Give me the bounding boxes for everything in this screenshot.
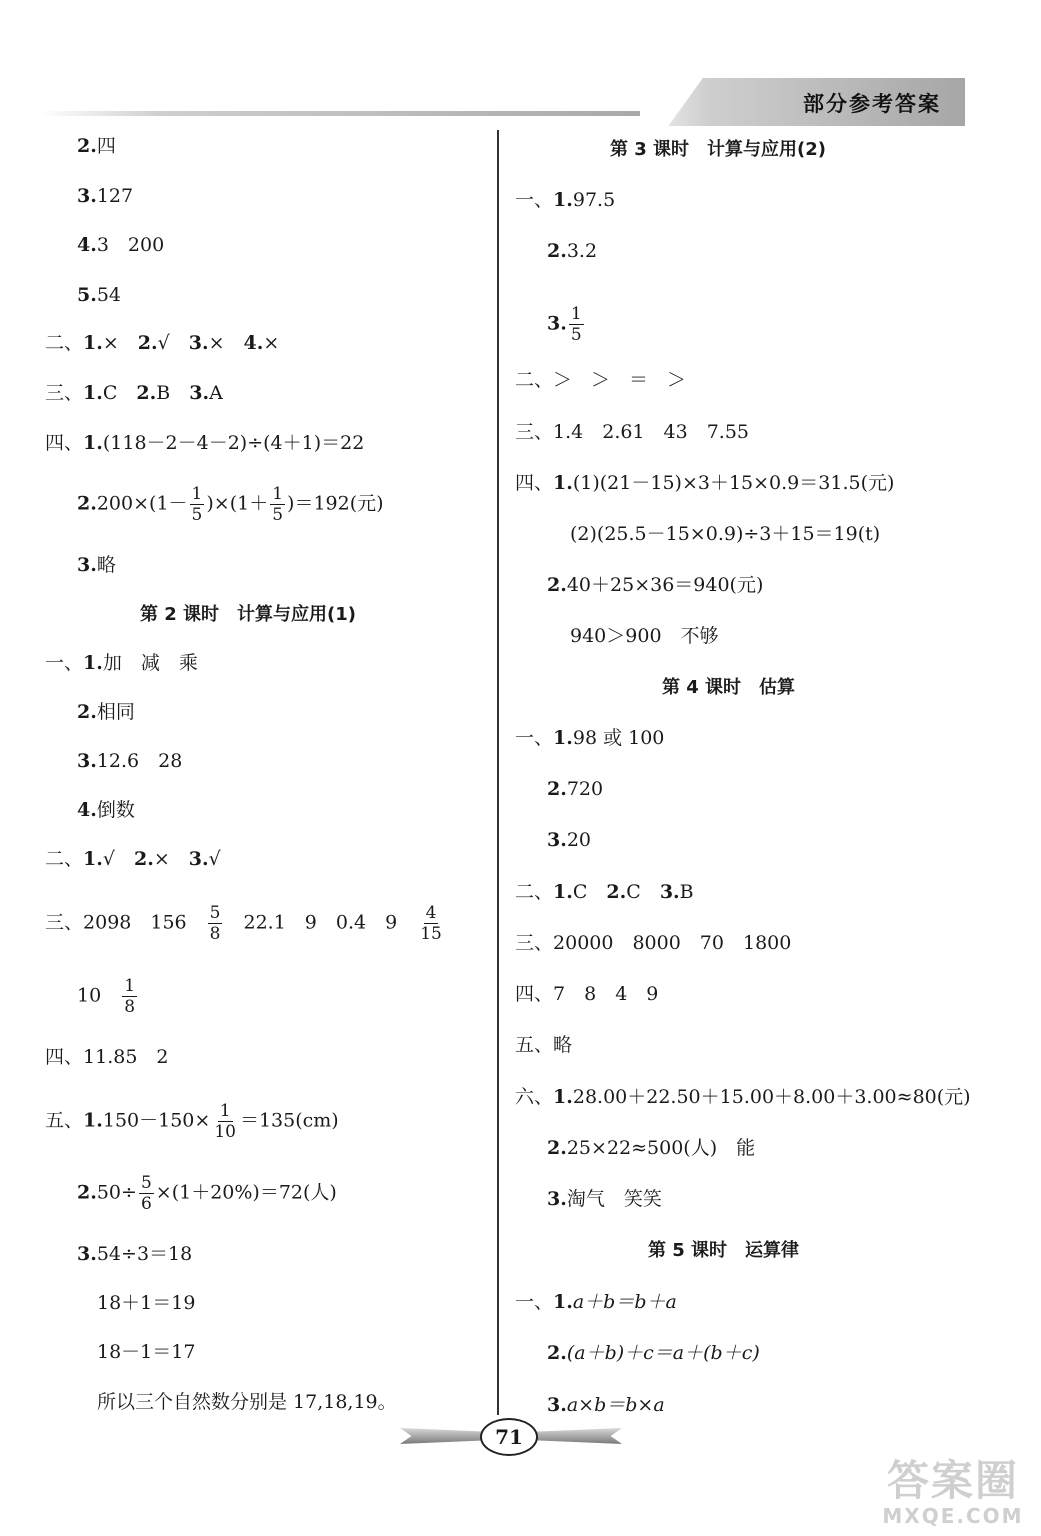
header-title: 部分参考答案 bbox=[803, 92, 941, 116]
answer-line: 3.12.6 28 bbox=[77, 750, 183, 772]
section-heading: 第 4 课时 估算 bbox=[662, 677, 796, 698]
fraction: $\frac{1}{5}$ bbox=[570, 304, 582, 345]
answer-line: 940＞900 不够 bbox=[570, 625, 719, 647]
answer-line: 4.3 200 bbox=[77, 234, 165, 256]
fraction: $\frac{1}{8}$ bbox=[124, 976, 136, 1017]
page-number-ribbon-right bbox=[527, 1428, 622, 1444]
answer-line: 二、1.× 2.√ 3.× 4.× bbox=[45, 332, 280, 354]
fraction: $\frac{1}{10}$ bbox=[214, 1101, 236, 1142]
watermark-logo bbox=[868, 1458, 1038, 1532]
answer-line: 3.a×b＝b×a bbox=[547, 1394, 665, 1416]
answer-line: 五、略 bbox=[515, 1034, 573, 1056]
answer-line: 四、7 8 4 9 bbox=[515, 983, 659, 1005]
answer-line: 三、2098 156 $\frac{5}{8}$ 22.1 9 0.4 9 $\frac{4}{15}$ bbox=[45, 903, 442, 944]
column-divider bbox=[497, 130, 499, 1415]
answer-line: 五、1.150－150× $\frac{1}{10}$ ＝135(cm) bbox=[45, 1101, 339, 1142]
answer-line: 18＋1＝19 bbox=[97, 1292, 196, 1314]
answer-line: 4.倒数 bbox=[77, 799, 135, 821]
fraction: $\frac{4}{15}$ bbox=[420, 903, 442, 944]
answer-line: 四、11.85 2 bbox=[45, 1046, 169, 1068]
header-rule bbox=[40, 111, 640, 116]
answer-line: 2.3.2 bbox=[547, 240, 598, 262]
answer-line: 2.25×22≈500(人) 能 bbox=[547, 1137, 756, 1159]
answer-line: 3.54÷3＝18 bbox=[77, 1243, 193, 1265]
answer-line: 10 $\frac{1}{8}$ bbox=[77, 976, 136, 1017]
watermark-url: MXQE.COM bbox=[882, 1504, 1024, 1528]
fraction: $\frac{1}{5}$ bbox=[272, 484, 284, 525]
answer-line: 三、1.C 2.B 3.A bbox=[45, 382, 223, 404]
answer-line: 3.20 bbox=[547, 829, 592, 851]
section-heading: 第 5 课时 运算律 bbox=[648, 1240, 800, 1261]
answer-line: 2.四 bbox=[77, 135, 116, 157]
fraction: $\frac{5}{8}$ bbox=[209, 903, 221, 944]
answer-line: 三、20000 8000 70 1800 bbox=[515, 932, 792, 954]
answer-line: 二、1.C 2.C 3.B bbox=[515, 881, 694, 903]
answer-line: 四、1.(118－2－4－2)÷(4＋1)＝22 bbox=[45, 432, 365, 454]
answer-line: 2.(a＋b)＋c＝a＋(b＋c) bbox=[547, 1342, 760, 1364]
answer-line: 所以三个自然数分别是 17,18,19。 bbox=[97, 1391, 397, 1413]
answer-line: 3. $\frac{1}{5}$ bbox=[547, 304, 582, 345]
answer-line: 2.40＋25×36＝940(元) bbox=[547, 574, 764, 596]
answer-line: 一、1.a＋b＝b＋a bbox=[515, 1291, 677, 1313]
answer-line: 2.200×(1－ $\frac{1}{5}$ )×(1＋ $\frac{1}{5}$ )＝192(元) bbox=[77, 484, 384, 525]
answer-line: 2.50÷ $\frac{5}{6}$ ×(1＋20%)＝72(人) bbox=[77, 1173, 337, 1214]
section-heading: 第 2 课时 计算与应用(1) bbox=[140, 604, 357, 625]
answer-line: 二、1.√ 2.× 3.√ bbox=[45, 848, 221, 870]
watermark-text: 答案圈 bbox=[886, 1456, 1019, 1505]
answer-line: 一、1.97.5 bbox=[515, 189, 616, 211]
answer-line: 一、1.加 减 乘 bbox=[45, 652, 198, 674]
answer-line: 3.淘气 笑笑 bbox=[547, 1188, 662, 1210]
answer-line: 2.相同 bbox=[77, 701, 135, 723]
answer-line: 5.54 bbox=[77, 284, 122, 306]
answer-line: 六、1.28.00＋22.50＋15.00＋8.00＋3.00≈80(元) bbox=[515, 1086, 971, 1108]
answer-line: 三、1.4 2.61 43 7.55 bbox=[515, 421, 750, 443]
fraction: $\frac{5}{6}$ bbox=[140, 1173, 152, 1214]
answer-line: 2.720 bbox=[547, 778, 604, 800]
fraction: $\frac{1}{5}$ bbox=[191, 484, 203, 525]
page-number: 71 bbox=[480, 1418, 538, 1456]
section-heading: 第 3 课时 计算与应用(2) bbox=[610, 139, 827, 160]
answer-line: 18－1＝17 bbox=[97, 1341, 196, 1363]
answer-line: 3.127 bbox=[77, 185, 134, 207]
answer-line: (2)(25.5－15×0.9)÷3＋15＝19(t) bbox=[570, 523, 881, 545]
answer-line: 二、＞ ＞ ＝ ＞ bbox=[515, 369, 687, 391]
answer-line: 一、1.98 或 100 bbox=[515, 727, 665, 749]
answer-line: 3.略 bbox=[77, 554, 116, 576]
answer-line: 四、1.(1)(21－15)×3＋15×0.9＝31.5(元) bbox=[515, 472, 895, 494]
